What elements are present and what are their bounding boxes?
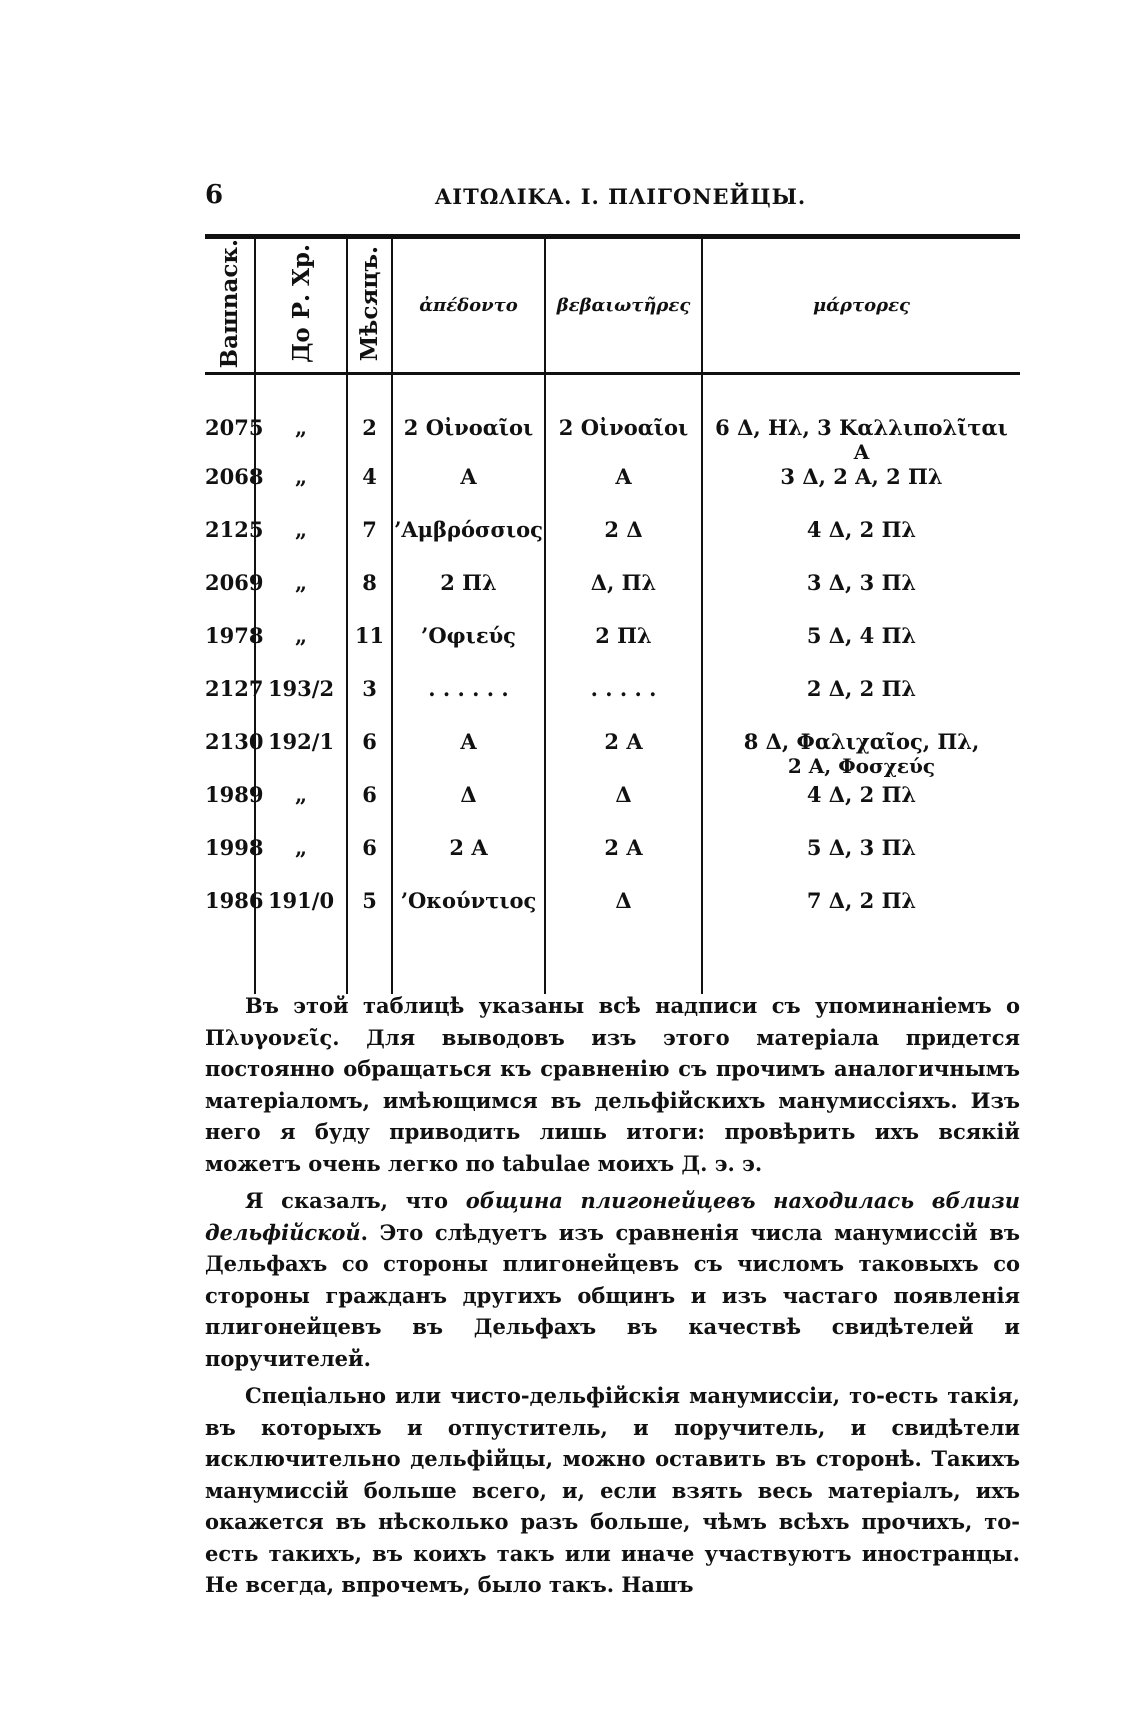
col-header-wescher: Вашnаск. (205, 237, 255, 374)
table-cell: 8 Δ, Φαλιχαῖος, Πλ, 2 Α, Φοσχεύς (702, 729, 1020, 782)
table-cell: 191/0 (255, 888, 347, 941)
table-header-row (205, 237, 1020, 374)
paragraph-1: Въ этой таблицѣ указаны всѣ надписи съ упоминаніемъ о Πλυγονεῖς. Для выводовъ изъ этого матеріала придется постоянно обращаться къ сравненію съ прочимъ аналогичнымъ матеріаломъ, имѣющимся въ дельфійскихъ манумиссіяхъ. Изъ него я буду приводить лишь итоги: провѣрить ихъ всякій можетъ очень легко по tabulae моихъ Д. э. э. (205, 993, 1020, 1176)
table-row (205, 623, 1020, 676)
table-cell: 6 (347, 782, 392, 835)
table-cell: 5 Δ, 3 Πλ (702, 835, 1020, 888)
table-cell: 5 Δ, 4 Πλ (702, 623, 1020, 676)
table-cell: „ (255, 517, 347, 570)
table-cell: 2 Α (392, 835, 545, 888)
table-row (205, 888, 1020, 941)
table-cell: 2 Α (545, 729, 702, 782)
table-cell: . . . . . (545, 676, 702, 729)
table-cell: 2130 (205, 729, 264, 755)
table-cell: „ (255, 570, 347, 623)
emphasis-phrase: община плигонейцевъ находилась вблизи дельфійской (205, 1188, 1020, 1245)
table-cell: 1998 (205, 835, 264, 861)
table-cell: 11 (347, 623, 392, 676)
page-number: 6 (205, 180, 224, 210)
body-text (205, 990, 1020, 1607)
table-cell: 193/2 (255, 676, 347, 729)
table-cell: 2 (347, 374, 392, 465)
table-row (205, 464, 1020, 517)
table-cell: „ (255, 374, 347, 465)
inscriptions-table (205, 234, 1020, 994)
table-cell: 2 Οἰνοαῖοι (392, 374, 545, 465)
table-cell: „ (255, 623, 347, 676)
table-cell: „ (255, 464, 347, 517)
table-cell: 4 Δ, 2 Πλ (702, 782, 1020, 835)
table-cell: ’Αμβρόσσιος (392, 517, 545, 570)
table-cell: 3 Δ, 2 Α, 2 Πλ (702, 464, 1020, 517)
table-cell: 2068 (205, 464, 264, 490)
witness-continuation: 2 Α, Φοσχεύς (787, 754, 936, 779)
table-cell: Α (392, 729, 545, 782)
table-row (205, 374, 1020, 465)
table-cell: 3 (347, 676, 392, 729)
col-header-witnesses: μάρτορες (702, 237, 1020, 374)
table-cell: 4 Δ, 2 Πλ (702, 517, 1020, 570)
table-cell: 2069 (205, 570, 264, 596)
table-cell: 7 (347, 517, 392, 570)
table-cell: 5 (347, 888, 392, 941)
table-cell: 1989 (205, 782, 264, 808)
table-cell: 6 Δ, Ηλ, 3 Καλλιπολῖται Α (702, 374, 1020, 465)
table-row (205, 835, 1020, 888)
table-row (205, 676, 1020, 729)
table-cell: Δ (545, 888, 702, 941)
col-header-month: Мѣсяцъ. (347, 237, 392, 374)
table-row (205, 729, 1020, 782)
table-cell: 2125 (205, 517, 264, 543)
table-cell: . . . . . . (392, 676, 545, 729)
table-cell: 1978 (205, 623, 264, 649)
table-cell: 2 Πλ (392, 570, 545, 623)
table-cell: 2 Δ (545, 517, 702, 570)
table-row (205, 517, 1020, 570)
table-cell: 7 Δ, 2 Πλ (702, 888, 1020, 941)
table-cell: ’Οφιεύς (392, 623, 545, 676)
table-cell: 2 Δ, 2 Πλ (702, 676, 1020, 729)
table-cell: 2127 (205, 676, 264, 702)
table-cell: 4 (347, 464, 392, 517)
paragraph-2: Я сказалъ, что община плигонейцевъ находилась вблизи дельфійской. Это слѣдуетъ изъ сравненія числа манумиссій въ Дельфахъ со стороны плигонейцевъ съ числомъ таковыхъ со стороны гражданъ другихъ общинъ и изъ частаго появленія плигонейцевъ въ Дельфахъ въ качествѣ свидѣтелей и поручителей. (205, 1188, 1020, 1371)
table-cell: 8 (347, 570, 392, 623)
witness-continuation: Α (853, 440, 870, 465)
table-cell: 6 (347, 835, 392, 888)
page-header (205, 180, 1025, 216)
table-row (205, 570, 1020, 623)
table-cell: Δ (392, 782, 545, 835)
table-cell: „ (255, 782, 347, 835)
table-cell: ’Οκούντιος (392, 888, 545, 941)
col-header-bc: До Р. Хр. (255, 237, 347, 374)
table-row (205, 782, 1020, 835)
table-cell: Α (392, 464, 545, 517)
table-cell: 1986 (205, 888, 264, 914)
table-cell: Δ, Πλ (545, 570, 702, 623)
table-cell: 2 Πλ (545, 623, 702, 676)
table-cell: „ (255, 835, 347, 888)
table-cell: 3 Δ, 3 Πλ (702, 570, 1020, 623)
table-cell: Δ (545, 782, 702, 835)
table-cell: Α (545, 464, 702, 517)
table-cell: 2 Α (545, 835, 702, 888)
running-title: ΑΙΤΩΛΙΚΑ. I. ΠΛΙΓΟΝΕЙЦЫ. (435, 184, 807, 209)
table-cell: 2 Οἰνοαῖοι (545, 374, 702, 465)
paragraph-3: Спеціально или чисто-дельфійскія манумиссіи, то-есть такія, въ которыхъ и отпуститель, и поручитель, и свидѣтели исключительно дельфійцы, можно оставить въ сторонѣ. Такихъ манумиссій больше всего, и, если взять весь матеріалъ, ихъ окажется въ нѣсколько разъ больше, чѣмъ всѣхъ прочихъ, то-есть такихъ, въ коихъ такъ или иначе участвуютъ иностранцы. Не всегда, впрочемъ, было такъ. Нашъ (205, 1383, 1020, 1597)
table-cell: 2075 (205, 415, 264, 441)
table-cell: 6 (347, 729, 392, 782)
col-header-guarantors: βεβαιωτῆρες (545, 237, 702, 374)
table-cell: 192/1 (255, 729, 347, 782)
col-header-sellers: ἀπέδοντο (392, 237, 545, 374)
